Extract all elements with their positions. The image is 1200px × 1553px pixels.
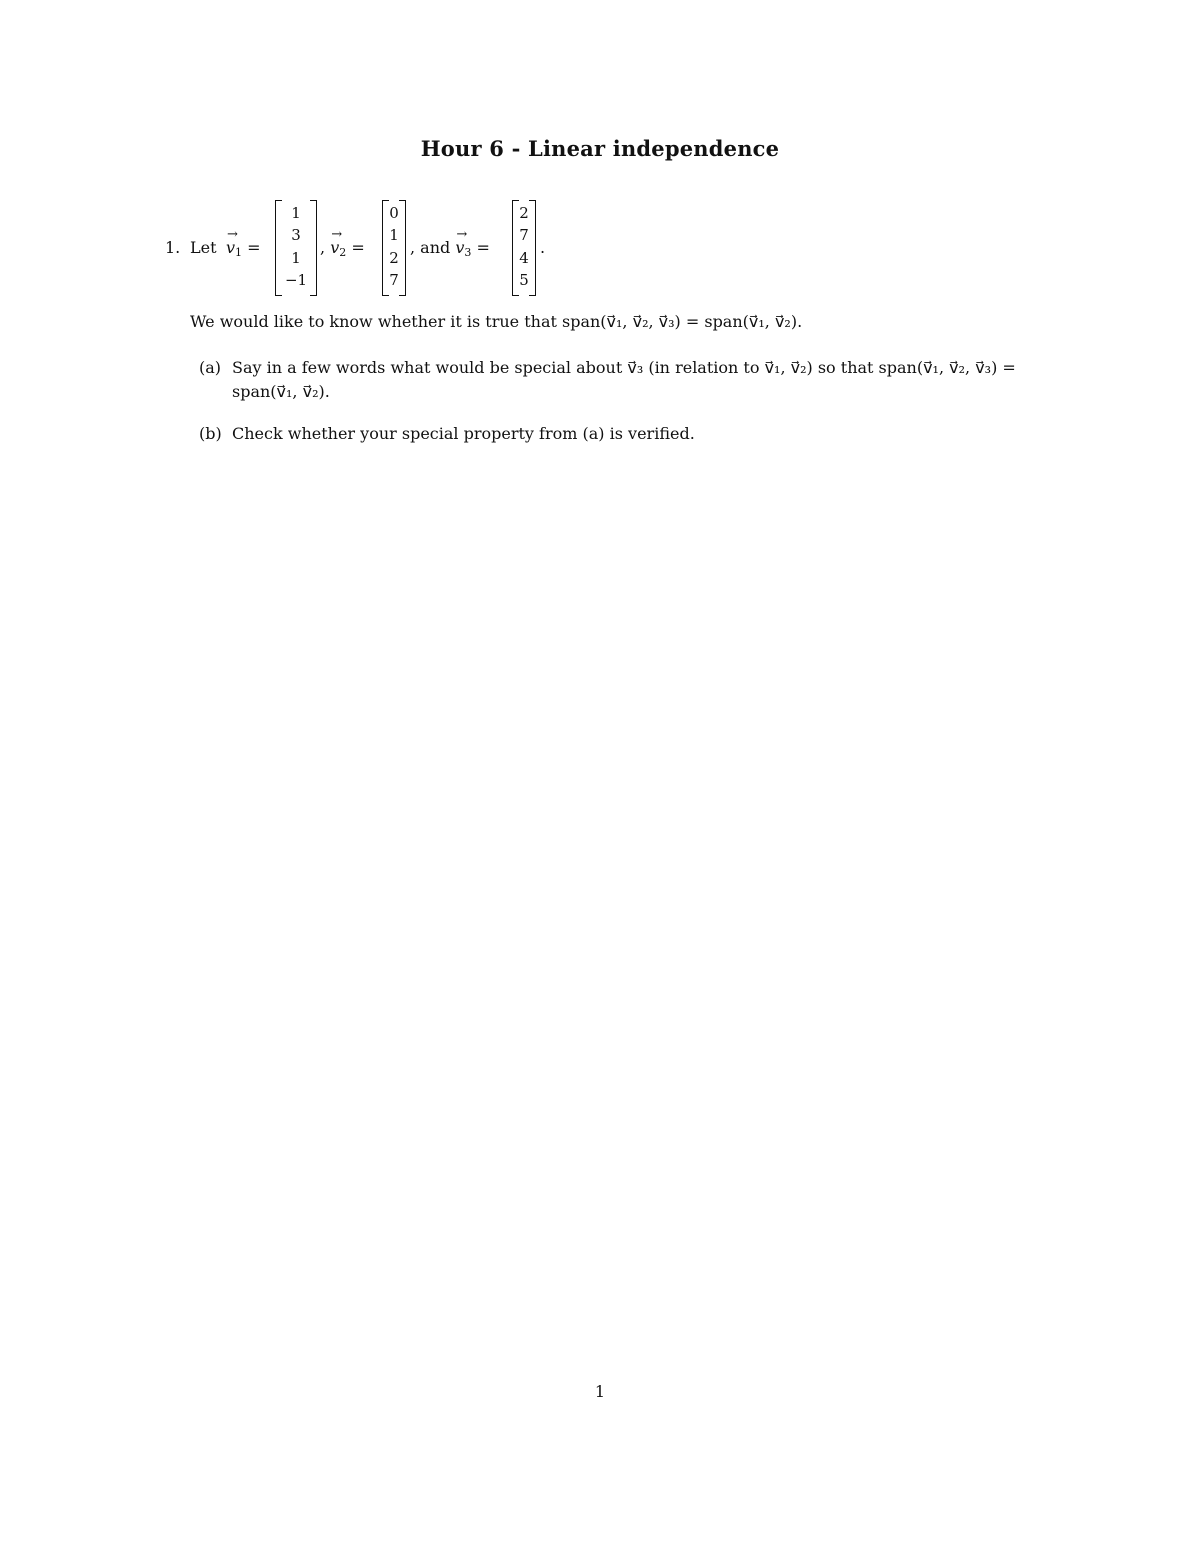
matrix-entry: 0 bbox=[389, 203, 399, 222]
matrix-entry: 7 bbox=[519, 226, 529, 245]
matrix-entry: 2 bbox=[519, 203, 529, 222]
page-number: 1 bbox=[594, 1382, 606, 1401]
vector-v2-label: , → $v_2$ = bbox=[320, 227, 365, 259]
let-label: Let bbox=[190, 238, 217, 257]
problem-intro: We would like to know whether it is true that span(v⃗₁, v⃗₂, v⃗₃) = span(v⃗₁, v⃗₂). bbox=[190, 312, 803, 331]
statement-period: . bbox=[540, 238, 546, 257]
problem-number: 1. bbox=[165, 238, 181, 257]
part-a-label: (a) bbox=[199, 358, 222, 377]
part-a-text-continued: span(v⃗₁, v⃗₂). bbox=[232, 382, 330, 401]
matrix-entry: 2 bbox=[389, 248, 399, 267]
matrix-entry: 3 bbox=[291, 226, 301, 245]
matrix-entry: 1 bbox=[291, 203, 301, 222]
vector-v1-label: → $v_1$ = bbox=[226, 227, 261, 259]
matrix-v3 bbox=[512, 200, 536, 294]
vector-v3-label: , and → $v_3$ = bbox=[410, 227, 490, 259]
matrix-entry: 1 bbox=[389, 226, 399, 245]
matrix-entry: 5 bbox=[519, 271, 529, 290]
matrix-entry: 4 bbox=[519, 248, 529, 267]
matrix-entry: 1 bbox=[291, 248, 301, 267]
matrix-v1 bbox=[275, 200, 317, 294]
matrix-entry: −1 bbox=[284, 271, 308, 290]
matrix-entry: 7 bbox=[389, 271, 399, 290]
matrix-v2 bbox=[382, 200, 406, 294]
part-b-text: Check whether your special property from (a) is verified. bbox=[232, 424, 695, 443]
part-b-label: (b) bbox=[199, 424, 222, 443]
part-a-text: Say in a few words what would be special about v⃗₃ (in relation to v⃗₁, v⃗₂) so that span(v⃗₁, v⃗₂, v⃗₃) = bbox=[232, 358, 1016, 377]
page-title: Hour 6 - Linear independence bbox=[420, 136, 780, 161]
